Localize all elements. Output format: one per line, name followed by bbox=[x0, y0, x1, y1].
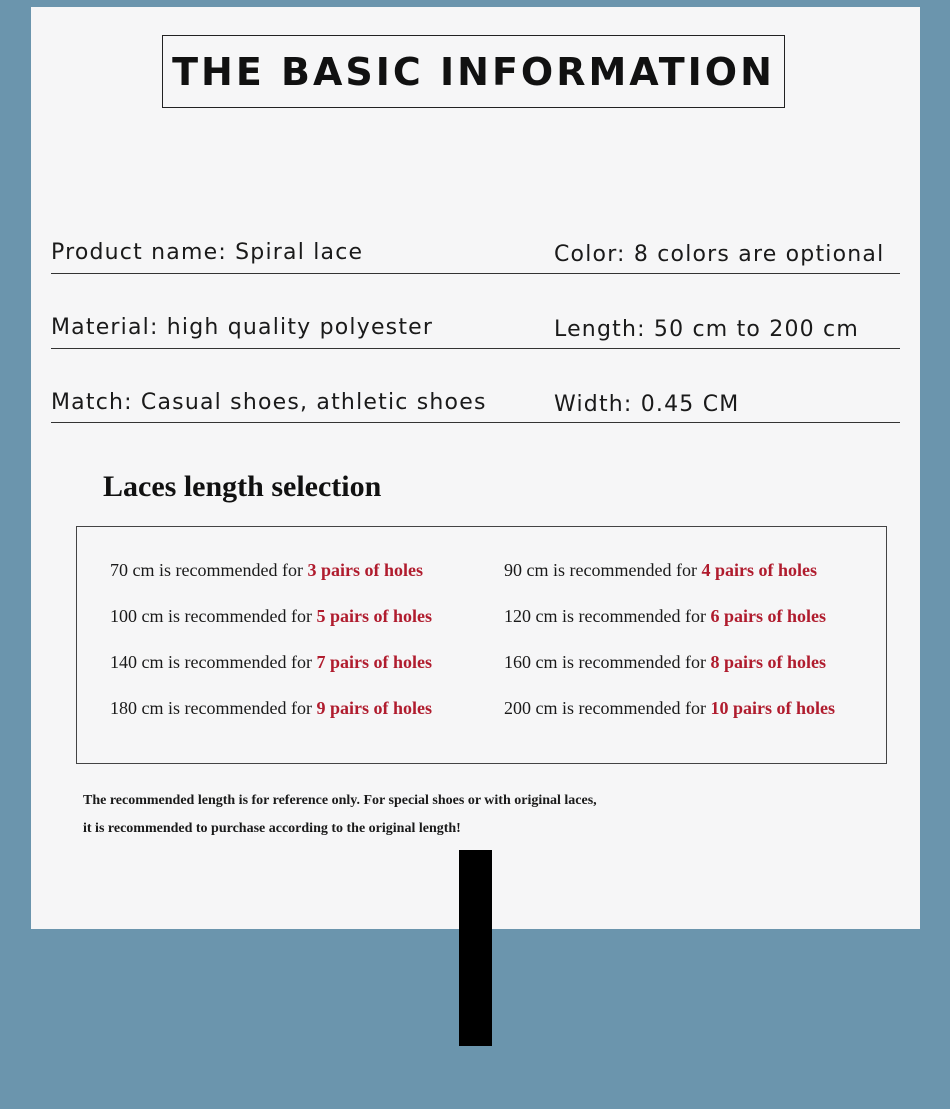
width-text: Width: 0.45 CM bbox=[554, 392, 740, 417]
divider bbox=[51, 273, 900, 274]
recommendation-item: 180 cm is recommended for 9 pairs of holes bbox=[110, 698, 432, 718]
recommendation-item: 160 cm is recommended for 8 pairs of holes bbox=[504, 652, 826, 672]
note-line-1: The recommended length is for reference only. For special shoes or with original laces, bbox=[83, 793, 597, 808]
note-line-2: it is recommended to purchase according to the original length! bbox=[83, 821, 461, 836]
recommendation-item: 70 cm is recommended for 3 pairs of holes bbox=[110, 560, 423, 580]
title-box bbox=[162, 35, 785, 108]
divider bbox=[51, 348, 900, 349]
info-card bbox=[31, 7, 920, 929]
text-cursor-bar bbox=[459, 850, 492, 1046]
recommendation-item: 120 cm is recommended for 6 pairs of holes bbox=[504, 606, 826, 626]
recommendation-item: 200 cm is recommended for 10 pairs of holes bbox=[504, 698, 835, 718]
product-name-text: Product name: Spiral lace bbox=[51, 240, 364, 265]
color-text: Color: 8 colors are optional bbox=[554, 242, 885, 267]
selection-heading: Laces length selection bbox=[103, 470, 382, 503]
length-text: Length: 50 cm to 200 cm bbox=[554, 317, 859, 342]
material-text: Material: high quality polyester bbox=[51, 315, 434, 340]
match-text: Match: Casual shoes, athletic shoes bbox=[51, 390, 487, 415]
recommendation-item: 100 cm is recommended for 5 pairs of holes bbox=[110, 606, 432, 626]
recommendation-item: 140 cm is recommended for 7 pairs of holes bbox=[110, 652, 432, 672]
divider bbox=[51, 422, 900, 423]
recommendation-item: 90 cm is recommended for 4 pairs of holes bbox=[504, 560, 817, 580]
page-title: THE BASIC INFORMATION bbox=[172, 49, 775, 94]
